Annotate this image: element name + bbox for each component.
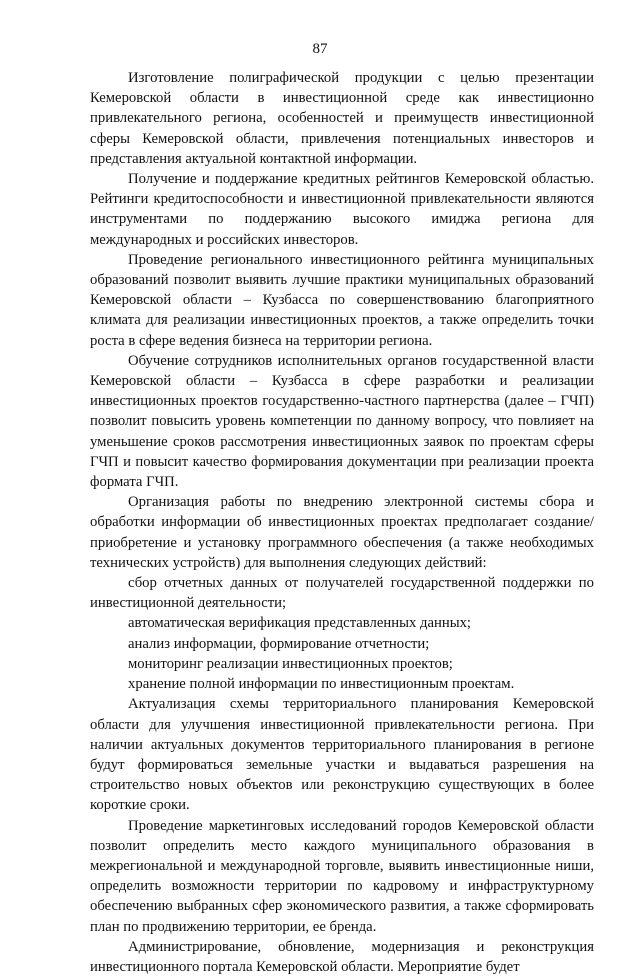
paragraph-credit-ratings: Получение и поддержание кредитных рейтингов Кемеровской областью. Рейтинги кредитоспособности и инвестиционной привлекательности являются инструментами по поддержанию высокого имиджа региона для международных и российских инвесторов. (90, 171, 594, 248)
page-number: 87 (312, 41, 328, 57)
list-item: мониторинг реализации инвестиционных проектов; (128, 655, 453, 672)
paragraph-marketing-research: Проведение маркетинговых исследований городов Кемеровской области позволит определить место каждого муниципального образования в межрегиональной и международной торговле, выявить инвестиционные ниши, определить возможности территории по кадровому и инфраструктурному обеспечению выбранных сфер экономического развития, а также сформировать план по продвижению территории, ее бренда. (90, 817, 594, 935)
paragraph-municipal-rating: Проведение регионального инвестиционного рейтинга муниципальных образований позволит выявить лучшие практики муниципальных образований Кемеровской области – Кузбасса по совершенствованию благоприятного климата для реализации инвестиционных проектов, а также определить точки роста в сфере ведения бизнеса на территории региона. (90, 251, 594, 349)
paragraph-investment-portal: Администрирование, обновление, модернизация и реконструкция инвестиционного портала Кемеровской области. Мероприятие будет (90, 938, 594, 975)
list-item: хранение полной информации по инвестиционным проектам. (128, 676, 515, 693)
list-item: сбор отчетных данных от получателей государственной поддержки по инвестиционной деятельности; (90, 575, 594, 612)
paragraph-printing-products: Изготовление полиграфической продукции с целью презентации Кемеровской области в инвестиционной среде как инвестиционно привлекательного региона, особенностей и преимуществ инвестиционной сферы Кемеровской области, привлечения потенциальных инвесторов и представления актуальной контактной информации. (90, 70, 594, 167)
document-body (90, 68, 594, 977)
paragraph-territorial-planning: Актуализация схемы территориального планирования Кемеровской области для улучшения инвестиционной привлекательности региона. При наличии актуальных документов территориального планирования в регионе будут формироваться земельные участки и выдаваться разрешения на строительство новых объектов или реконструкцию существующих в более короткие сроки. (90, 696, 594, 814)
paragraph-staff-training: Обучение сотрудников исполнительных органов государственной власти Кемеровской области – Кузбасса в сфере разработки и реализации инвестиционных проектов государственно-частного партнерства (далее – ГЧП) позволит повысить уровень компетенции по данному вопросу, что повлияет на уменьшение сроков рассмотрения инвестиционных заявок по проектам сферы ГЧП и повысит качество формирования документации при реализации проекта формата ГЧП. (90, 352, 594, 491)
paragraph-electronic-system: Организация работы по внедрению электронной системы сбора и обработки информации об инвестиционных проектах предполагает создание/приобретение и установку программного обеспечения (а также необходимых технических устройств) для выполнения следующих действий: (90, 494, 594, 571)
list-item: автоматическая верификация представленных данных; (128, 615, 472, 632)
list-item: анализ информации, формирование отчетности; (128, 635, 430, 652)
